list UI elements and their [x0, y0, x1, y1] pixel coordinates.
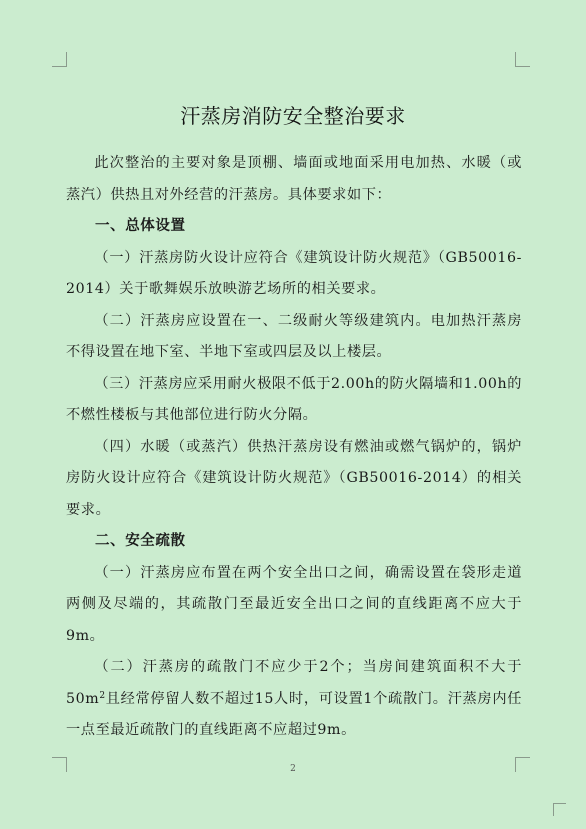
section-heading: 二、安全疏散 [95, 533, 186, 549]
document-body [66, 148, 522, 747]
paragraph [66, 652, 522, 747]
crop-mark-top-left [52, 52, 67, 67]
page-number: 2 [290, 764, 296, 774]
paragraph: （一）汗蒸房防火设计应符合《建筑设计防火规范》（GB50016-2014）关于歌舞娱乐放映游艺场所的相关要求。 [66, 249, 522, 297]
paragraph: （四）水暖（或蒸汽）供热汗蒸房设有燃油或燃气锅炉的，锅炉房防火设计应符合《建筑设计防火规范》（GB50016-2014）的相关要求。 [66, 438, 522, 518]
superscript: 2 [99, 690, 106, 701]
paragraph: （三）汗蒸房应采用耐火极限不低于2.00h的防火隔墙和1.00h的不燃性楼板与其他部位进行防火分隔。 [66, 375, 522, 423]
intro-paragraph: 此次整治的主要对象是顶棚、墙面或地面采用电加热、水暖（或蒸汽）供热且对外经营的汗蒸房。具体要求如下： [66, 155, 522, 203]
document-title: 汗蒸房消防安全整治要求 [180, 104, 406, 128]
page-corner-mark [553, 803, 566, 816]
paragraph: （二）汗蒸房应设置在一、二级耐火等级建筑内。电加热汗蒸房不得设置在地下室、半地下室或四层及以上楼层。 [66, 312, 522, 360]
paragraph-text: （二）汗蒸房的疏散门不应少于2个；当房间建筑面积不大于50m [66, 659, 522, 707]
section-heading: 一、总体设置 [95, 218, 186, 234]
paragraph: （一）汗蒸房应布置在两个安全出口之间，确需设置在袋形走道两侧及尽端的，其疏散门至最近安全出口之间的直线距离不应大于9m。 [66, 564, 522, 644]
paragraph-text: 且经常停留人数不超过15人时，可设置1个疏散门。汗蒸房内任一点至最近疏散门的直线距离不应超过9m。 [66, 690, 522, 738]
crop-mark-top-right [515, 52, 530, 67]
